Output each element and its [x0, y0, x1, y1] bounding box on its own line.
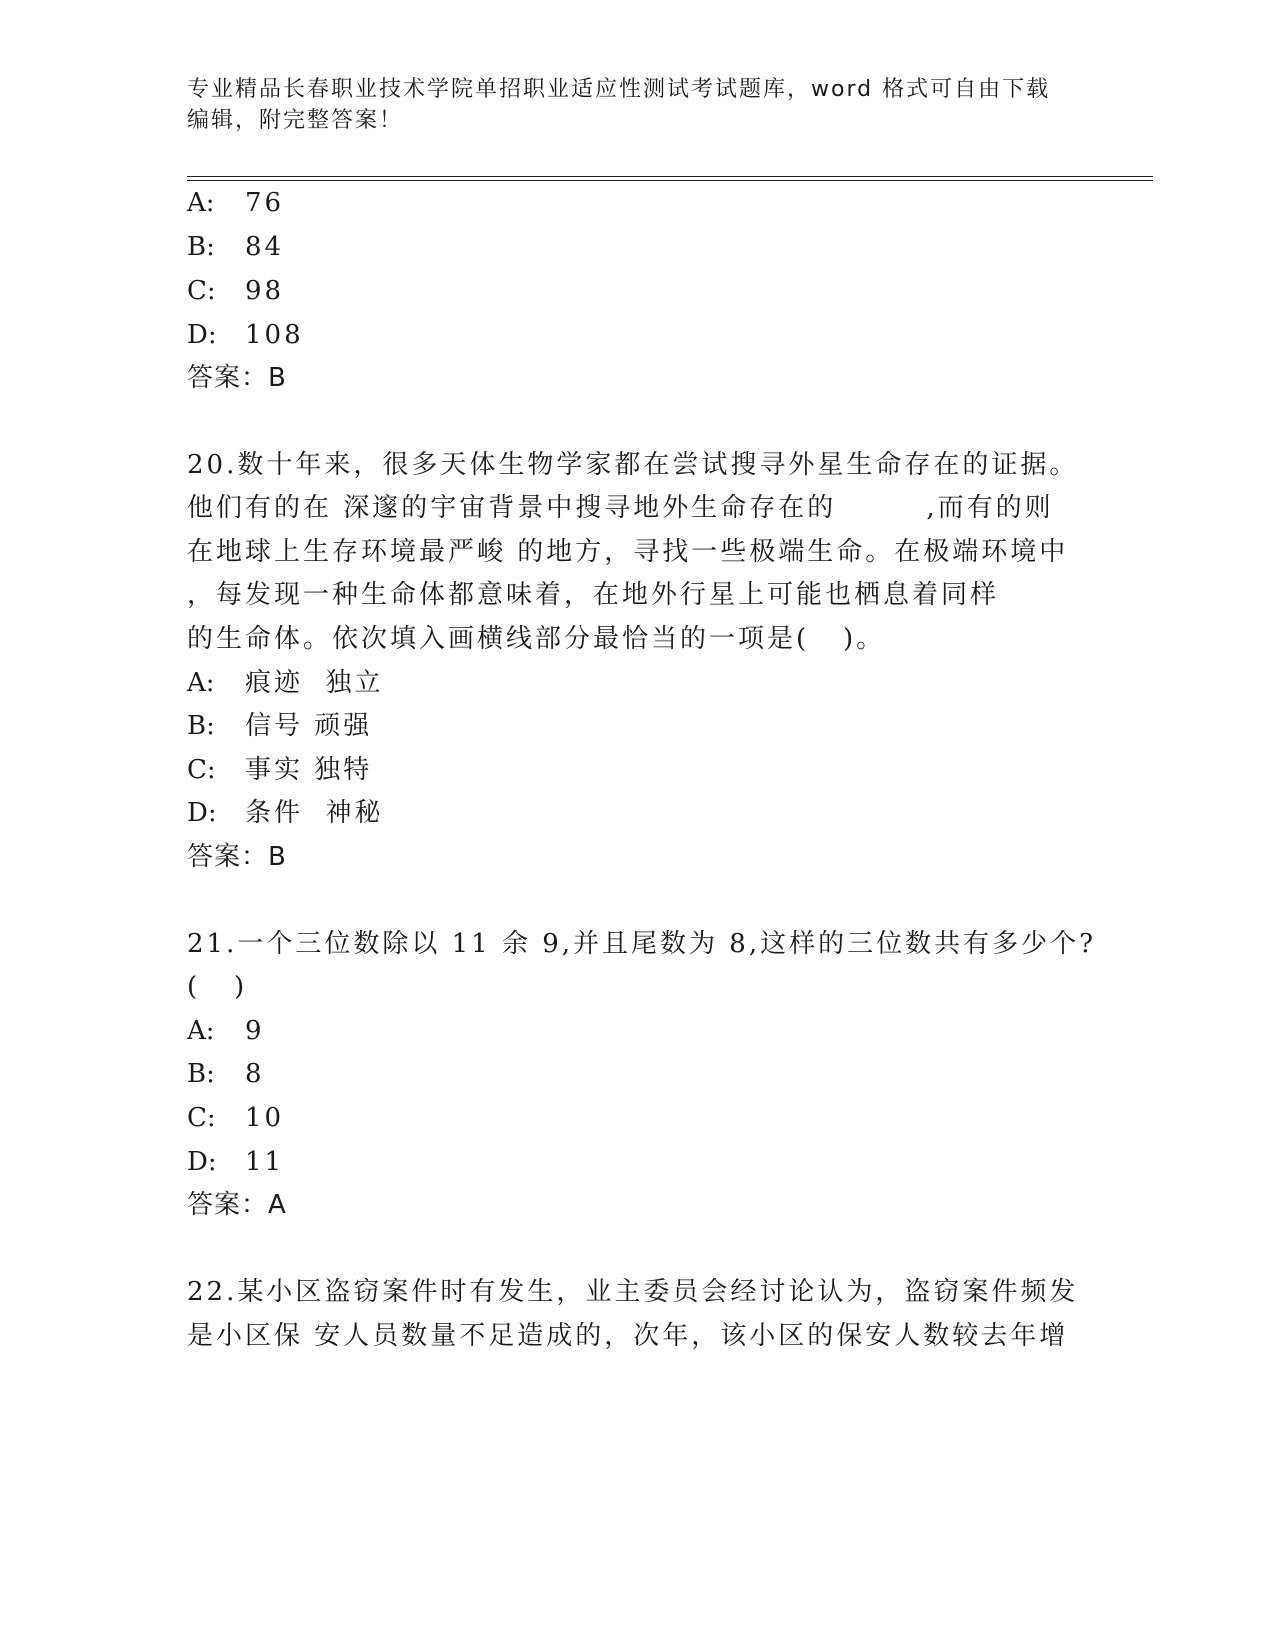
q20-option-c: C: 事实 独特 [187, 755, 373, 785]
q21-stem-line-1: 21.一个三位数除以 11 余 9,并且尾数为 8,这样的三位数共有多少个? [187, 929, 1097, 959]
q21-answer: 答案：A [187, 1190, 287, 1220]
q20-answer: 答案：B [187, 842, 287, 872]
header-divider [187, 176, 1153, 181]
q19-option-b: B: 84 [187, 232, 285, 262]
q22-stem-line-1: 22.某小区盗窃案件时有发生，业主委员会经讨论认为，盗窃案件频发 [187, 1277, 1079, 1307]
q20-option-d: D: 条件 神秘 [187, 798, 384, 828]
header-line-2: 编辑，附完整答案！ [187, 108, 404, 133]
q21-option-b: B: 8 [187, 1059, 265, 1089]
q19-option-a: A: 76 [187, 188, 285, 218]
q20-stem-line-1: 20.数十年来，很多天体生物学家都在尝试搜寻外星生命存在的证据。 [187, 450, 1079, 480]
page-header [187, 74, 1067, 136]
q20-option-a: A: 痕迹 独立 [187, 668, 384, 698]
q21-option-d: D: 11 [187, 1147, 285, 1177]
q22-stem-line-2: 是小区保 安人员数量不足造成的，次年，该小区的保安人数较去年增 [187, 1321, 1069, 1351]
q19-option-c: C: 98 [187, 276, 285, 306]
q21-option-a: A: 9 [187, 1016, 265, 1046]
header-line-1: 专业精品长春职业技术学院单招职业适应性测试考试题库，word 格式可自由下载 [187, 77, 1051, 102]
q20-stem-line-2: 他们有的在 深邃的宇宙背景中搜寻地外生命存在的 ,而有的则 [187, 493, 1054, 523]
q19-option-d: D: 108 [187, 320, 304, 350]
q20-stem-line-4: ，每发现一种生命体都意味着，在地外行星上可能也栖息着同样 [187, 580, 1000, 610]
q20-stem-line-5: 的生命体。依次填入画横线部分最恰当的一项是( )。 [187, 624, 886, 654]
q21-option-c: C: 10 [187, 1103, 285, 1133]
q20-stem-line-3: 在地球上生存环境最严峻 的地方，寻找一些极端生命。在极端环境中 [187, 537, 1069, 567]
q21-stem-line-2: ( ) [187, 972, 248, 1002]
q20-option-b: B: 信号 顽强 [187, 711, 373, 741]
q19-answer: 答案：B [187, 363, 287, 393]
